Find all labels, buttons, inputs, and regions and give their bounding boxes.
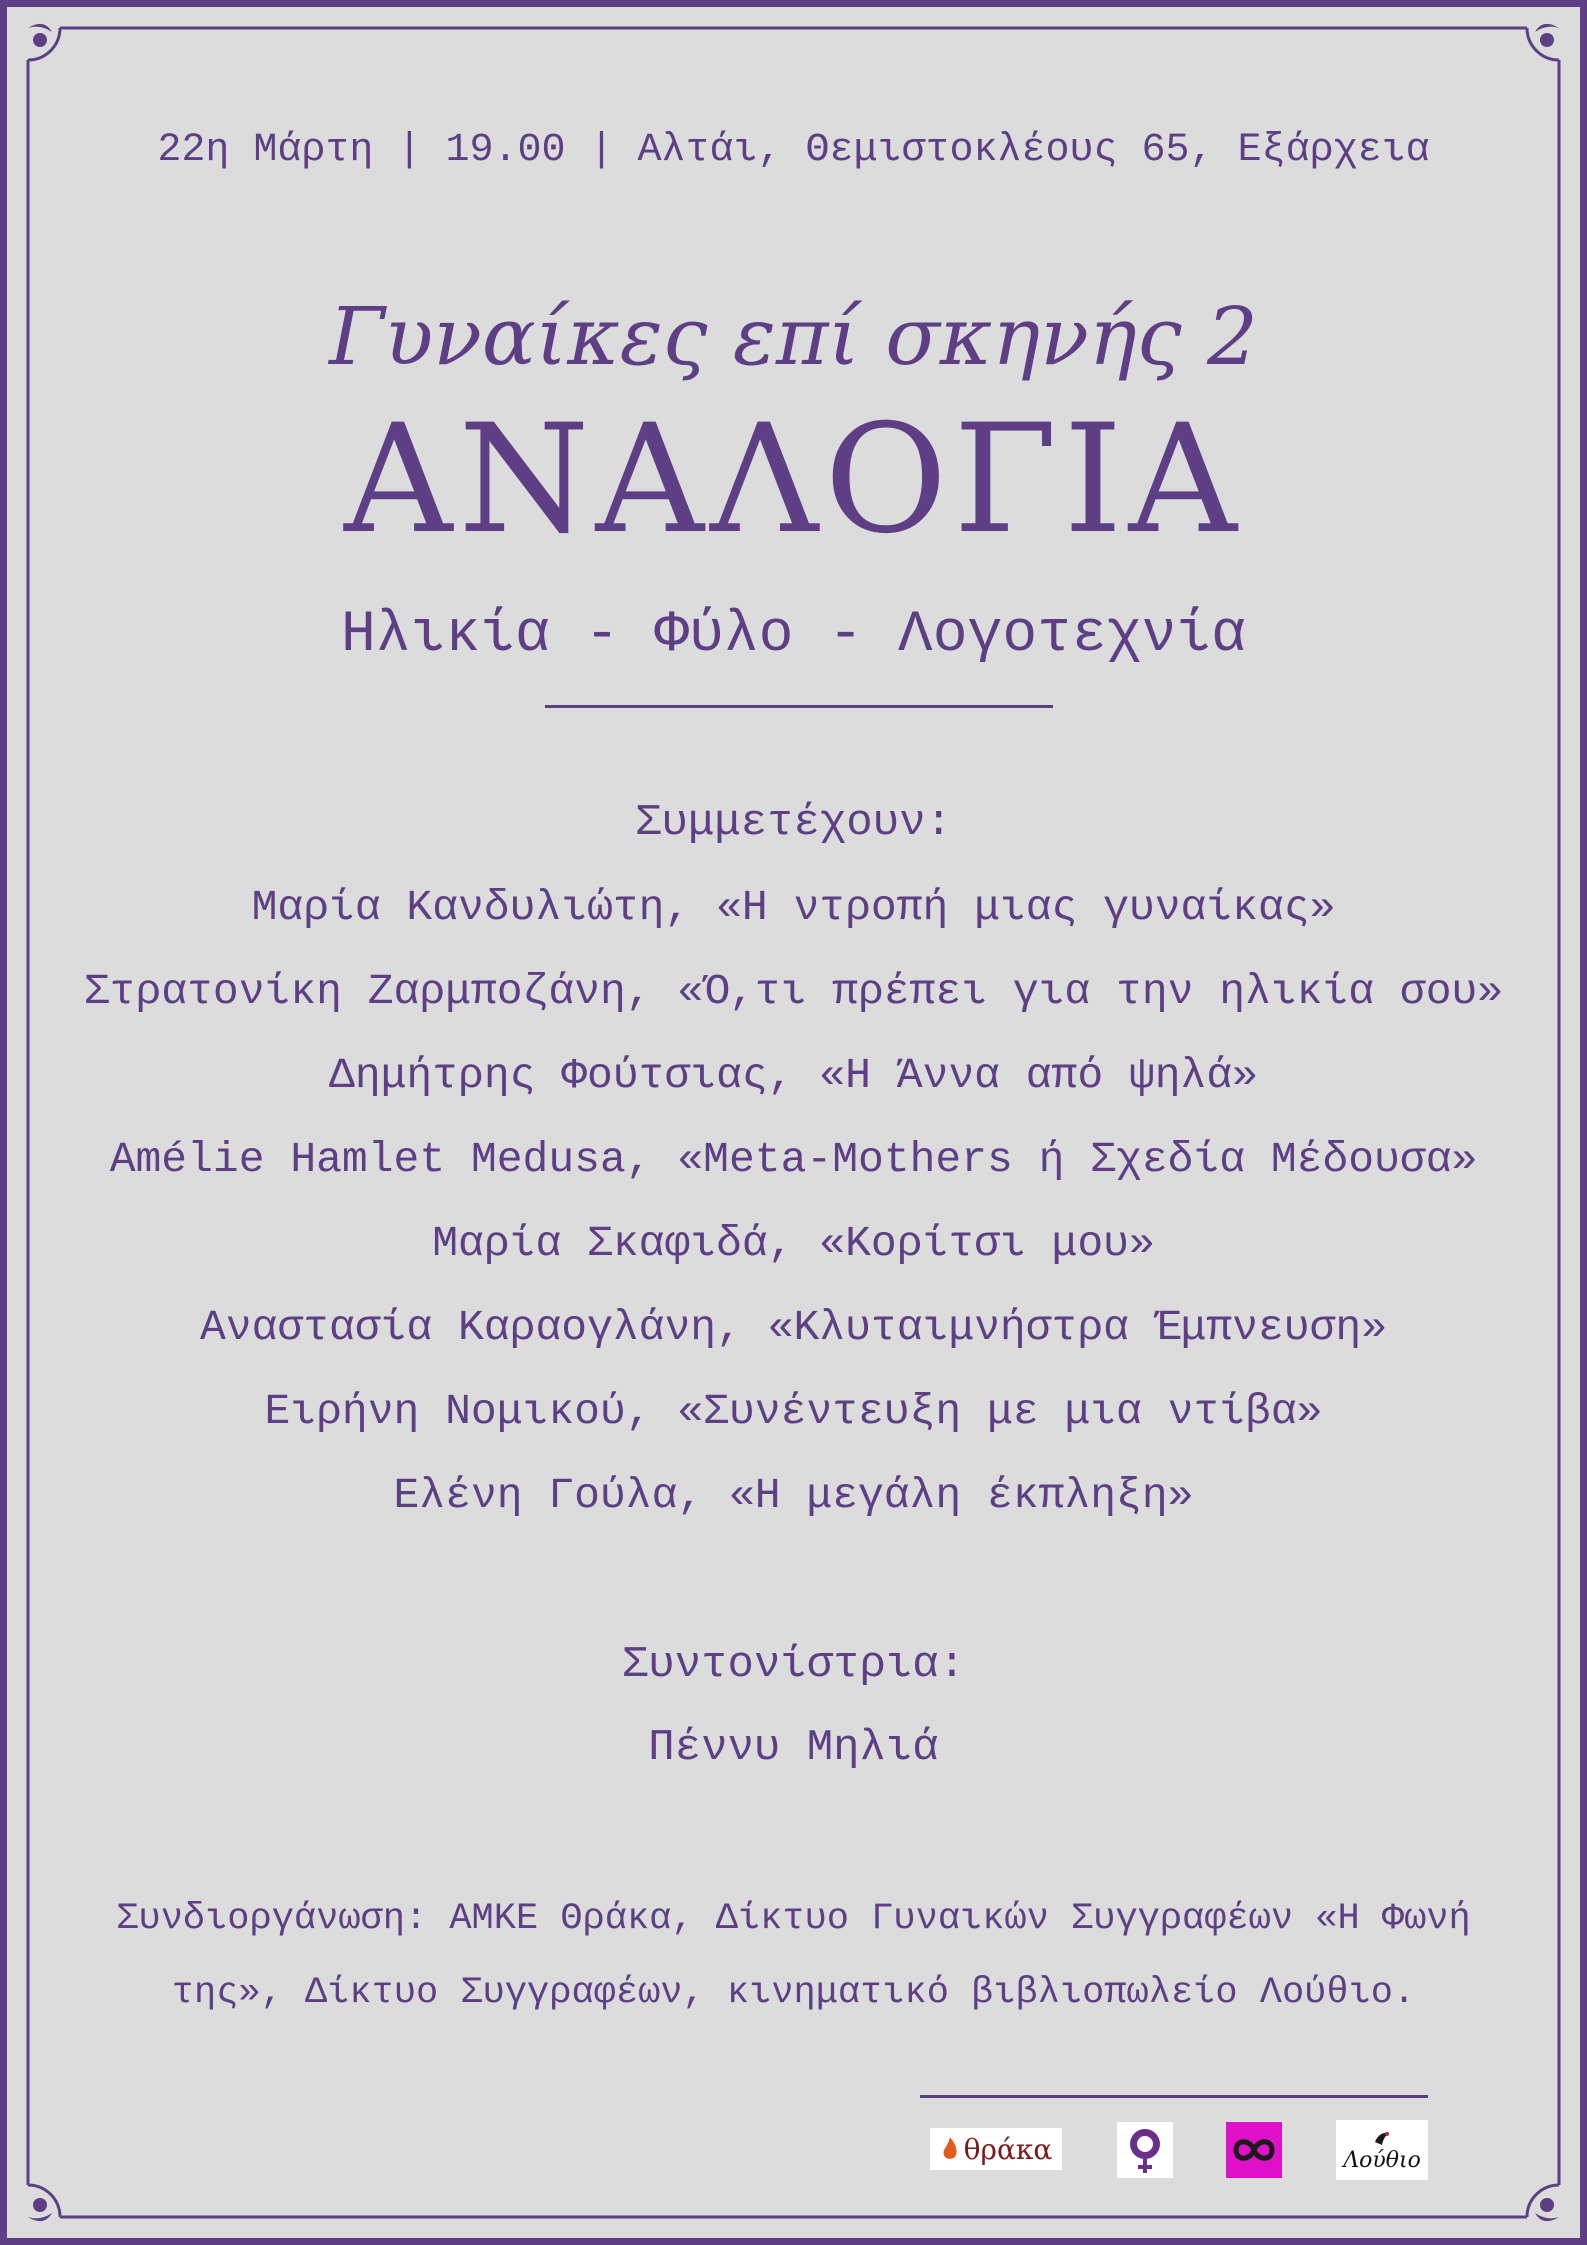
title-divider (545, 705, 1053, 708)
event-title: ΑΝΑΛΟΓΙΑ (344, 393, 1243, 567)
moderator-name: Πέννυ Μηλιά (648, 1723, 939, 1773)
logo-louthio (1336, 2120, 1428, 2180)
participant-item: Μαρία Σκαφιδά, «Κορίτσι μου» (432, 1219, 1155, 1268)
flame-icon (940, 2135, 960, 2163)
organizers-text: Συνδιοργάνωση: ΑΜΚΕ Θράκα, Δίκτυο Γυναικών Συγγραφέων «Η Φωνή της», Δίκτυο Συγγραφέων, κινηματικό βιβλιοπωλείο Λούθιο. (116, 1898, 1471, 2014)
venus-symbol-icon (1121, 2124, 1169, 2176)
event-subtitle: Γυναίκες επί σκηνής 2 (329, 290, 1258, 383)
logos-divider (920, 2095, 1428, 2098)
bird-icon (1372, 2128, 1392, 2148)
participant-item: Μαρία Κανδυλιώτη, «Η ντροπή μιας γυναίκας» (251, 883, 1336, 932)
logo-thraka-text: θράκα (963, 2132, 1053, 2166)
event-tagline: Ηλικία - Φύλο - Λογοτεχνία (341, 603, 1246, 668)
moderator-label: Συντονίστρια: (621, 1640, 966, 1690)
participant-item: Amélie Hamlet Medusa, «Meta-Mothers ή Σχεδία Μέδουσα» (109, 1135, 1478, 1184)
logo-diktyo-syggrafeon (1226, 2122, 1282, 2178)
event-info: 22η Μάρτη | 19.00 | Αλτάι, Θεμιστοκλέους 65, Εξάρχεια (157, 128, 1430, 173)
logo-louthio-text: Λούθιο (1343, 2147, 1421, 2173)
participant-item: Αναστασία Καραογλάνη, «Κλυταιμνήστρα Έμπνευση» (200, 1303, 1387, 1352)
logo-thraka (930, 2128, 1062, 2170)
participant-item: Στρατονίκη Ζαρμποζάνη, «Ό,τι πρέπει για την ηλικία σου» (83, 967, 1504, 1016)
participant-item: Δημήτρης Φούτσιας, «Η Άννα από ψηλά» (329, 1051, 1258, 1100)
logo-fonitis (1117, 2122, 1173, 2178)
infinity-icon (1232, 2135, 1276, 2165)
participant-item: Ειρήνη Νομικού, «Συνέντευξη με μια ντίβα» (264, 1387, 1323, 1436)
participants-label: Συμμετέχουν: (635, 798, 952, 848)
participant-item: Ελένη Γούλα, «Η μεγάλη έκπληξη» (393, 1471, 1194, 1520)
